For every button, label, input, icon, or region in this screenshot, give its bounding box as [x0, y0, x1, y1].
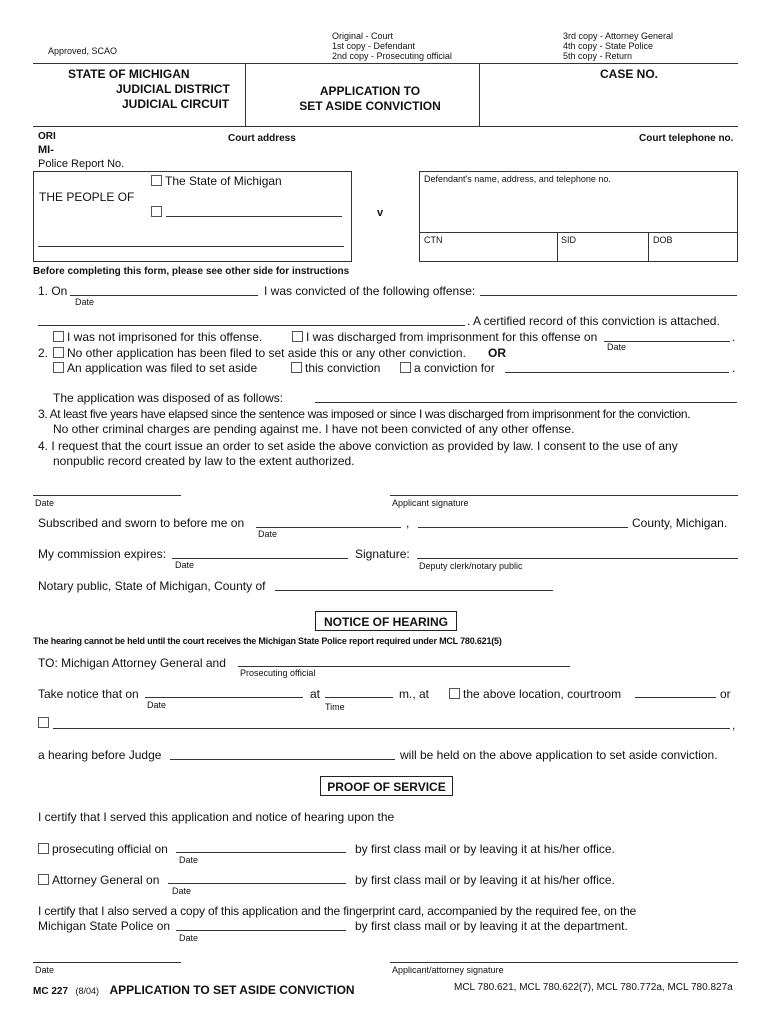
form-revision: (8/04)	[75, 986, 99, 996]
before-judge-label: a hearing before Judge	[38, 748, 162, 762]
other-plaintiff-field[interactable]	[166, 216, 342, 217]
item3-line2: No other criminal charges are pending against me. I have not been convicted of any other offense.	[53, 422, 575, 436]
state-of-michigan-option[interactable]: The State of Michigan	[151, 174, 282, 188]
ag-service-checkbox[interactable]	[38, 874, 49, 885]
plaintiff-extra-field[interactable]	[38, 246, 344, 247]
attorney-signature-caption: Applicant/attorney signature	[392, 965, 504, 975]
ag-service-method: by first class mail or by leaving it at his/her office.	[355, 873, 615, 887]
applicant-signature-field[interactable]	[390, 495, 738, 496]
or-label: OR	[488, 346, 506, 360]
form-title-line1: APPLICATION TO	[319, 84, 421, 98]
case-number-field[interactable]	[480, 126, 738, 127]
not-imprisoned-checkbox[interactable]	[53, 331, 64, 342]
dob-label: DOB	[653, 235, 673, 245]
courtroom-field[interactable]	[635, 697, 716, 698]
offense-field-continued[interactable]	[38, 325, 465, 326]
convicted-offense-label: I was convicted of the following offense:	[264, 284, 476, 298]
copy-distribution-left: Original - Court 1st copy - Defendant 2nd copy - Prosecuting official	[332, 31, 452, 61]
mi-prefix: MI-	[38, 144, 54, 156]
conviction-for-field[interactable]	[505, 372, 729, 373]
prosecuting-service-option[interactable]: prosecuting official on	[38, 842, 168, 856]
approval-note: Approved, SCAO	[48, 46, 118, 56]
no-other-application-option[interactable]: No other application has been filed to set aside this or any other conviction.	[53, 346, 466, 360]
certified-record-text: . A certified record of this conviction is attached.	[467, 314, 720, 328]
other-plaintiff-checkbox[interactable]	[151, 206, 162, 217]
notary-county-field[interactable]	[275, 590, 553, 591]
state-police-certify-line1: I certify that I also served a copy of this application and the fingerprint card, accompanied by the required fee, on the	[38, 904, 637, 918]
prosecuting-official-field[interactable]	[238, 666, 570, 667]
hearing-time-field[interactable]	[325, 697, 393, 698]
sid-label: SID	[561, 235, 577, 245]
header-top-rule	[33, 63, 738, 64]
hearing-note: The hearing cannot be held until the court receives the Michigan State Police report required under MCL 780.621(5)	[33, 636, 502, 646]
prosecuting-official-caption: Prosecuting official	[240, 668, 316, 678]
hearing-to-label: TO: Michigan Attorney General and	[38, 656, 226, 670]
hearing-date-caption: Date	[147, 700, 167, 710]
court-address-label: Court address	[228, 133, 296, 144]
applicant-signature-caption: Applicant signature	[392, 498, 469, 508]
discharged-option[interactable]: I was discharged from imprisonment for this offense on	[292, 330, 597, 344]
footer-form-title: APPLICATION TO SET ASIDE CONVICTION	[109, 983, 355, 997]
hearing-at-label: at	[310, 687, 321, 701]
ag-service-option[interactable]: Attorney General on	[38, 873, 159, 887]
application-filed-checkbox[interactable]	[53, 362, 64, 373]
a-conviction-for-option[interactable]: a conviction for	[400, 361, 495, 375]
judge-name-field[interactable]	[170, 759, 395, 760]
item2-number: 2.	[38, 346, 49, 360]
header-divider-left	[245, 63, 246, 126]
discharge-period: .	[732, 330, 736, 344]
this-conviction-checkbox[interactable]	[291, 362, 302, 373]
application-filed-option[interactable]: An application was filed to set aside	[53, 361, 257, 375]
notary-county-label: Notary public, State of Michigan, County of	[38, 579, 266, 593]
county-field[interactable]	[418, 527, 628, 528]
defendant-id-rule	[419, 232, 738, 233]
state-police-service-date-field[interactable]	[176, 930, 346, 931]
meridiem-at-label: m., at	[399, 687, 430, 701]
not-imprisoned-option[interactable]: I was not imprisoned for this offense.	[53, 330, 262, 344]
prosecuting-service-date-field[interactable]	[176, 852, 346, 853]
service-date-field[interactable]	[33, 962, 181, 963]
sid-dob-divider	[648, 232, 649, 262]
district-heading: JUDICIAL DISTRICT	[116, 82, 230, 96]
form-footer-id	[33, 981, 355, 999]
notary-signature-label: Signature:	[355, 547, 410, 561]
location-or-label: or	[720, 687, 731, 701]
case-number-label: CASE NO.	[600, 67, 659, 81]
state-police-certify-line2: Michigan State Police on	[38, 919, 171, 933]
court-phone-label: Court telephone no.	[639, 133, 734, 144]
this-conviction-option[interactable]: this conviction	[291, 361, 380, 375]
hearing-time-caption: Time	[325, 702, 345, 712]
ag-service-date-caption: Date	[172, 886, 192, 896]
state-police-service-date-caption: Date	[179, 933, 199, 943]
disposed-label: The application was disposed of as follows:	[53, 391, 284, 405]
other-location-comma: ,	[732, 718, 736, 732]
disposition-field[interactable]	[315, 402, 737, 403]
notice-of-hearing-title: NOTICE OF HEARING	[315, 611, 457, 631]
defendant-box	[419, 171, 738, 262]
hearing-date-field[interactable]	[145, 697, 303, 698]
commission-date-caption: Date	[175, 560, 195, 570]
discharge-date-caption: Date	[607, 342, 627, 352]
notary-signature-field[interactable]	[417, 558, 738, 559]
conviction-date-field[interactable]	[70, 295, 258, 296]
statute-references: MCL 780.621, MCL 780.622(7), MCL 780.772a, MCL 780.827a	[454, 982, 733, 993]
will-be-held-label: will be held on the above application to set aside conviction.	[400, 748, 718, 762]
ctn-label: CTN	[424, 235, 443, 245]
ag-service-date-field[interactable]	[168, 883, 346, 884]
service-certify-label: I certify that I served this application and notice of hearing upon the	[38, 810, 395, 824]
defendant-info-label: Defendant's name, address, and telephone no.	[424, 174, 611, 184]
service-date-caption: Date	[35, 965, 55, 975]
conviction-for-period: .	[732, 361, 736, 375]
other-location-checkbox[interactable]	[38, 717, 49, 728]
above-location-option[interactable]: the above location, courtroom	[449, 687, 621, 701]
application-date-caption: Date	[35, 498, 55, 508]
form-title-line2: SET ASIDE CONVICTION	[299, 99, 441, 113]
instructions-note: Before completing this form, please see other side for instructions	[33, 266, 350, 277]
prosecuting-service-checkbox[interactable]	[38, 843, 49, 854]
proof-of-service-title: PROOF OF SERVICE	[320, 776, 453, 796]
discharged-checkbox[interactable]	[292, 331, 303, 342]
item4-line2: nonpublic record created by law to the extent authorized.	[53, 454, 355, 468]
ori-label: ORI	[38, 131, 56, 142]
offense-field[interactable]	[480, 295, 737, 296]
other-location-field[interactable]	[53, 728, 730, 729]
take-notice-label: Take notice that on	[38, 687, 139, 701]
sworn-comma: ,	[406, 516, 410, 530]
form-number: MC 227	[33, 986, 69, 997]
item3-line1: 3. At least five years have elapsed since the sentence was imposed or since I was discharged from imprisonment for the conviction.	[38, 407, 691, 421]
state-of-michigan-checkbox[interactable]	[151, 175, 162, 186]
ctn-sid-divider	[557, 232, 558, 262]
county-michigan-label: County, Michigan.	[632, 516, 728, 530]
commission-date-field[interactable]	[172, 558, 348, 559]
conviction-date-caption: Date	[75, 297, 95, 307]
prosecuting-service-method: by first class mail or by leaving it at his/her office.	[355, 842, 615, 856]
a-conviction-for-checkbox[interactable]	[400, 362, 411, 373]
sworn-date-caption: Date	[258, 529, 278, 539]
application-date-field[interactable]	[33, 495, 181, 496]
state-heading: STATE OF MICHIGAN	[68, 67, 190, 81]
police-report-label: Police Report No.	[38, 158, 125, 170]
attorney-signature-field[interactable]	[390, 962, 738, 963]
state-police-service-method: by first class mail or by leaving it at the department.	[355, 919, 628, 933]
subscribed-label: Subscribed and sworn to before me on	[38, 516, 245, 530]
item1-on-label: 1. On	[38, 284, 68, 298]
commission-label: My commission expires:	[38, 547, 167, 561]
deputy-clerk-caption: Deputy clerk/notary public	[419, 561, 523, 571]
copy-distribution-right: 3rd copy - Attorney General 4th copy - State Police 5th copy - Return	[563, 31, 674, 61]
above-location-checkbox[interactable]	[449, 688, 460, 699]
circuit-heading: JUDICIAL CIRCUIT	[122, 97, 230, 111]
item4-line1: 4. I request that the court issue an order to set aside the above conviction as provided by law. I consent to the use of any	[38, 439, 678, 453]
versus-label: v	[377, 207, 384, 219]
prosecuting-service-date-caption: Date	[179, 855, 199, 865]
people-of-label: THE PEOPLE OF	[39, 190, 135, 204]
header-divider-right	[479, 63, 480, 126]
sworn-date-field[interactable]	[256, 527, 401, 528]
no-other-application-checkbox[interactable]	[53, 347, 64, 358]
